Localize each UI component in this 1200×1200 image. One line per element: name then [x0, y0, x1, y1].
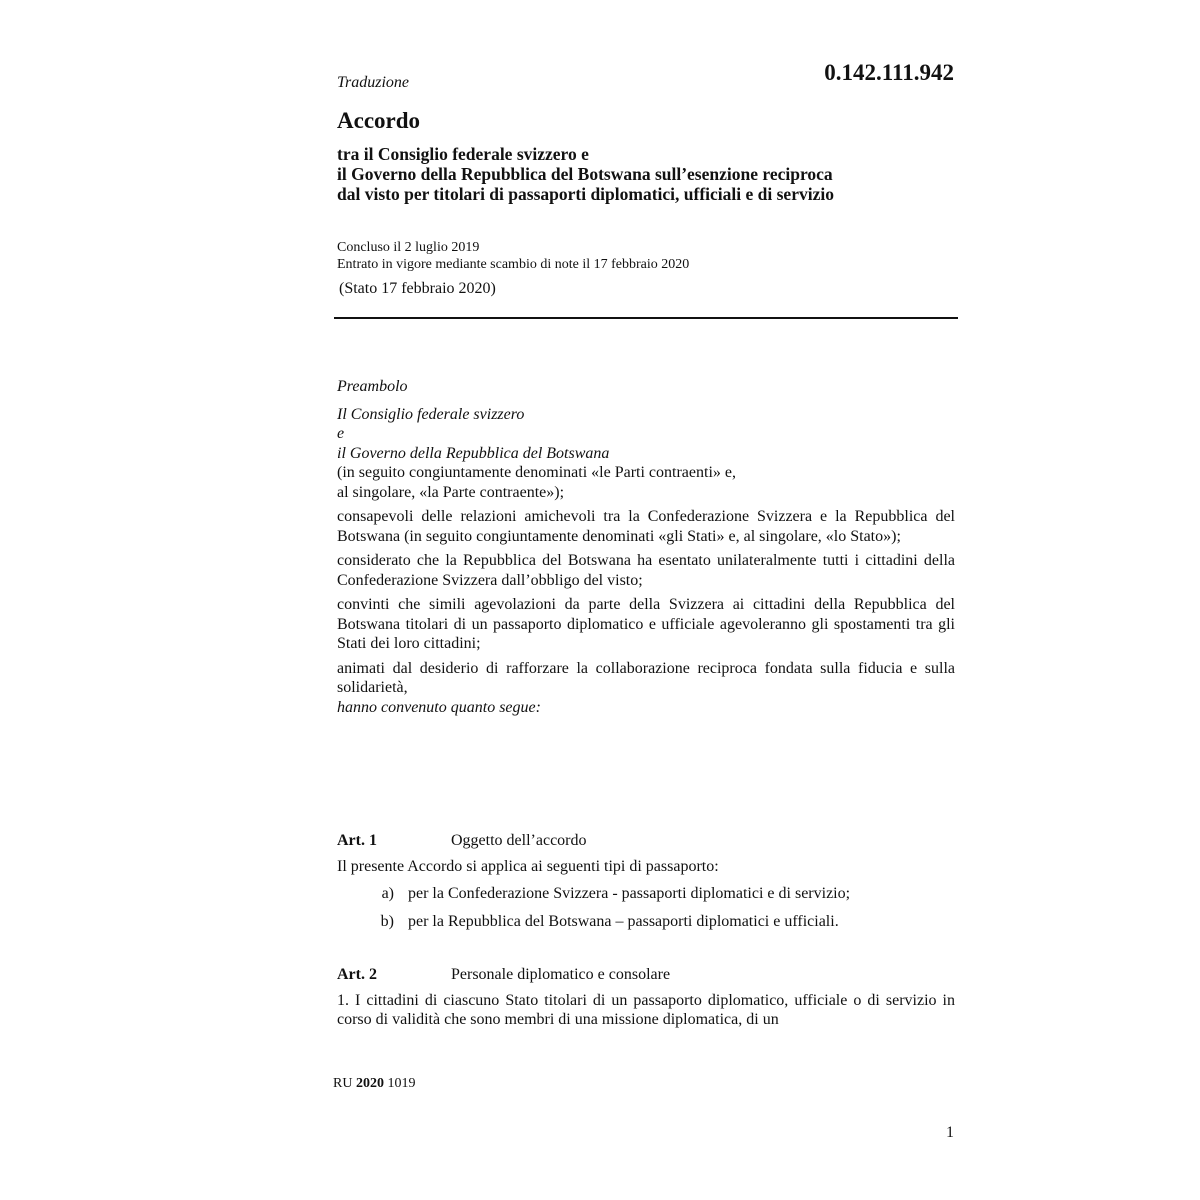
ru-prefix: RU [333, 1076, 353, 1091]
sr-number: 0.142.111.942 [824, 60, 954, 85]
article-number: Art. 2 [337, 966, 377, 983]
party-conjunction: e [337, 425, 345, 442]
ru-page: 1019 [387, 1076, 416, 1091]
article-1 [337, 831, 955, 931]
translation-label: Traduzione [337, 74, 410, 91]
subtitle-line: il Governo della Repubblica del Botswana sull’esenzione reciproca [337, 164, 833, 184]
article-2 [337, 965, 955, 1030]
list-item [337, 884, 955, 904]
preamble [337, 377, 955, 717]
subtitle-line: dal visto per titolari di passaporti diplomatici, ufficiali e di servizio [337, 184, 834, 204]
header-divider [334, 317, 958, 319]
list-letter: a) [381, 885, 394, 902]
concluded-date: Concluso il 2 luglio 2019 [337, 240, 480, 255]
party-switzerland: Il Consiglio federale svizzero [337, 405, 525, 423]
official-compilation-reference [333, 1076, 415, 1092]
article-paragraph: 1. I cittadini di ciascuno Stato titolari di un passaporto diplomatico, ufficiale o di servizio in corso di validità che sono membri di una missione diplomatica, di un [337, 991, 955, 1028]
party-botswana: il Governo della Repubblica del Botswana [337, 444, 610, 462]
preamble-heading: Preambolo [337, 378, 408, 395]
ru-year: 2020 [355, 1076, 384, 1091]
article-title: Oggetto dell’accordo [451, 832, 587, 849]
preamble-paragraph: consapevoli delle relazioni amichevoli tra la Confederazione Svizzera e la Repubblica del Botswana (in seguito congiuntamente denominati «gli Stati» e, al singolare, «lo Stato»); [337, 508, 955, 545]
article-intro: Il presente Accordo si applica ai seguenti tipi di passaporto: [337, 857, 719, 875]
subtitle-line: tra il Consiglio federale svizzero e [337, 144, 589, 164]
list-text: per la Confederazione Svizzera - passaporti diplomatici e di servizio; [408, 885, 851, 902]
preamble-parties [337, 405, 955, 503]
page-number: 1 [946, 1124, 954, 1141]
article-number: Art. 1 [337, 832, 377, 849]
parties-definition-line: (in seguito congiuntamente denominati «le Parti contraenti» e, [337, 464, 736, 481]
preamble-closing: hanno convenuto quanto segue: [337, 698, 541, 716]
preamble-paragraph: convinti che simili agevolazioni da parte della Svizzera ai cittadini della Repubblica del Botswana titolari di un passaporto diplomatico e ufficiale agevoleranno gli spostamenti tra gli Stati dei loro cittadini; [337, 596, 955, 652]
list-letter: b) [380, 912, 394, 930]
status-date: (Stato 17 febbraio 2020) [339, 280, 496, 297]
list-text: per la Repubblica del Botswana – passaporti diplomatici e ufficiali. [408, 912, 839, 930]
article-heading [337, 965, 955, 985]
document-title: Accordo [337, 108, 421, 133]
document-page [333, 0, 957, 1200]
list-item [337, 912, 955, 932]
entry-into-force-date: Entrato in vigore mediante scambio di note il 17 febbraio 2020 [337, 257, 690, 272]
article-heading [337, 831, 955, 851]
document-subtitle [337, 144, 957, 204]
document-dates [337, 239, 689, 273]
parties-definition-line: al singolare, «la Parte contraente»); [337, 483, 565, 501]
preamble-paragraph: considerato che la Repubblica del Botswana ha esentato unilateralmente tutti i cittadini della Confederazione Svizzera dall’obbligo del visto; [337, 552, 955, 589]
article-title: Personale diplomatico e consolare [451, 966, 671, 983]
preamble-paragraph: animati dal desiderio di rafforzare la collaborazione reciproca fondata sulla fiducia e sulla solidarietà, [337, 659, 955, 696]
